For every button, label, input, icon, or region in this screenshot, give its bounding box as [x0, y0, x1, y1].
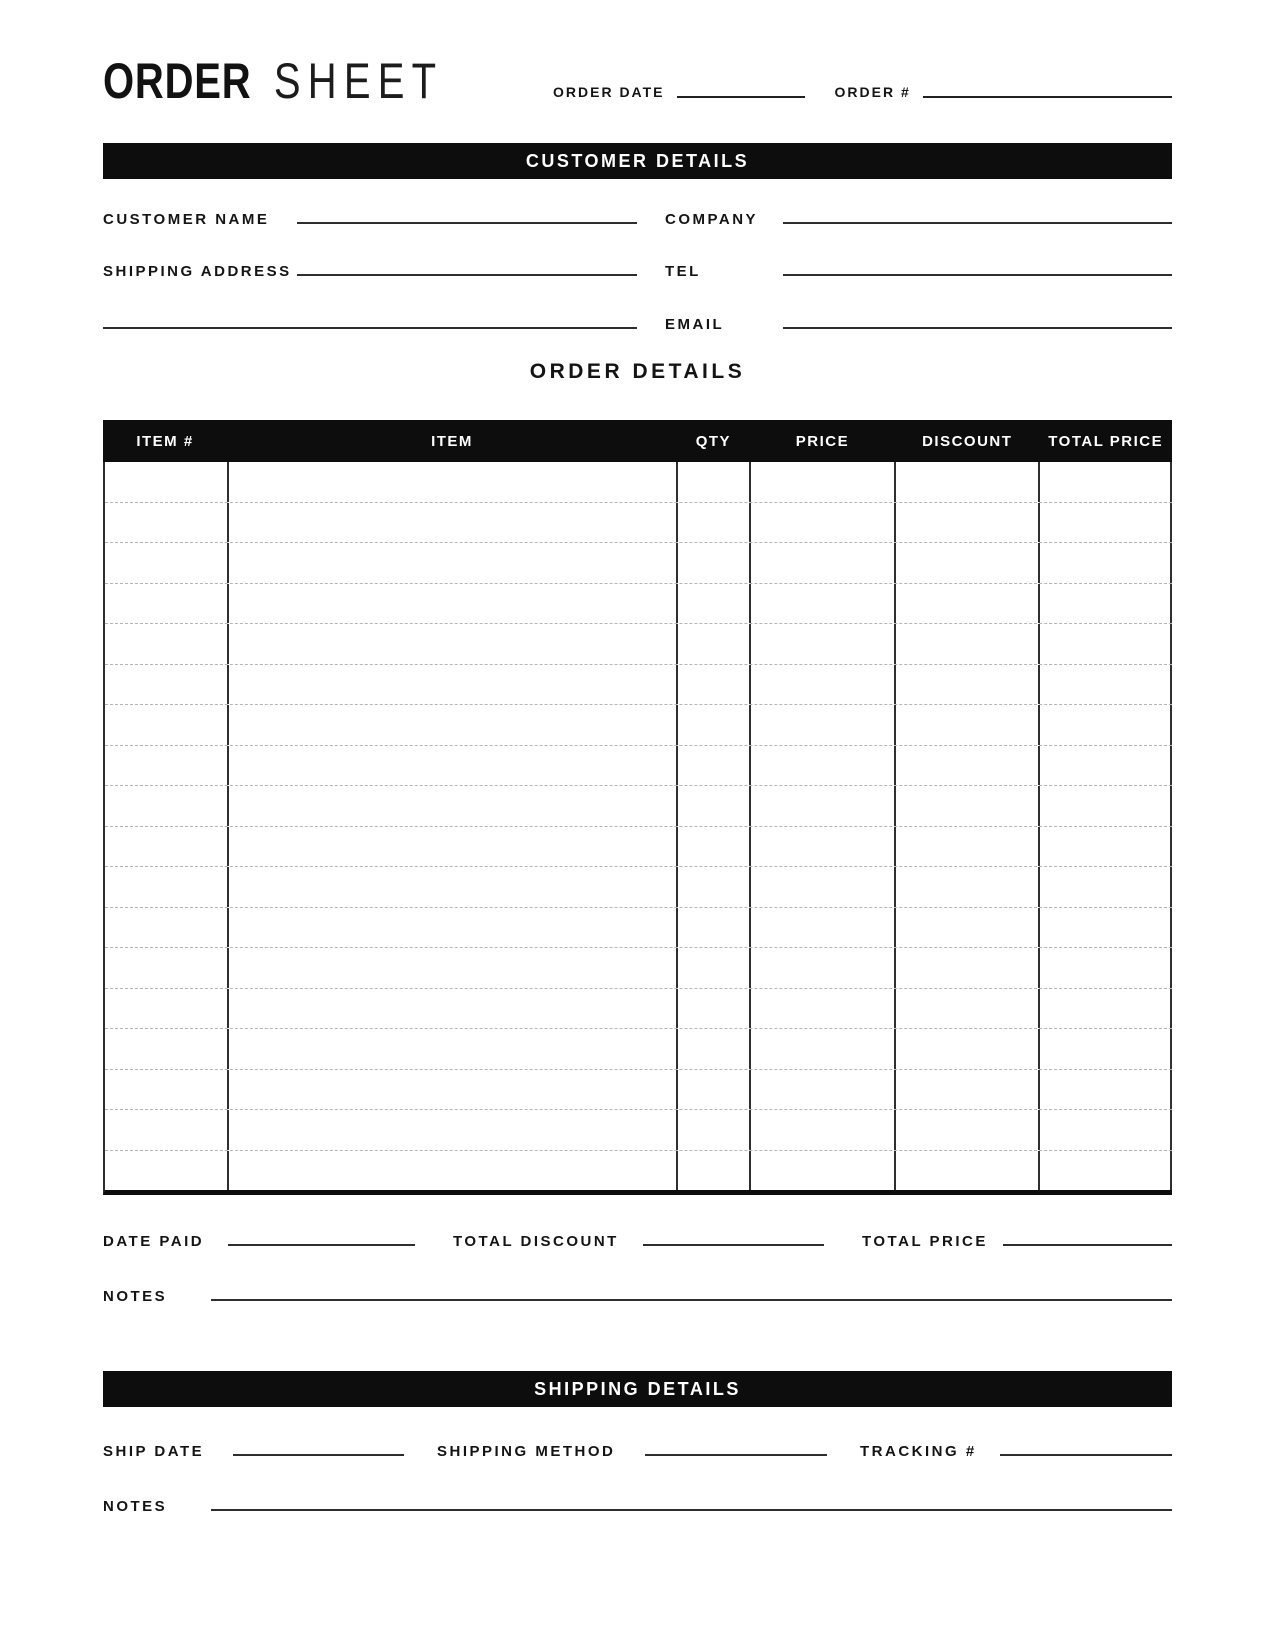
table-cell[interactable]	[105, 503, 229, 543]
table-cell[interactable]	[678, 746, 751, 786]
table-cell[interactable]	[105, 462, 229, 502]
shipping-address-field[interactable]	[297, 274, 637, 276]
table-cell[interactable]	[1040, 786, 1172, 826]
table-cell[interactable]	[229, 827, 678, 867]
total-price-field[interactable]	[1003, 1244, 1172, 1246]
customer-name-group	[103, 212, 637, 227]
table-cell[interactable]	[105, 908, 229, 948]
column-header-item-number: ITEM #	[136, 432, 194, 450]
table-cell[interactable]	[678, 584, 751, 624]
table-cell[interactable]	[896, 746, 1040, 786]
column-header-qty: QTY	[695, 432, 732, 450]
order-notes-field[interactable]	[211, 1299, 1172, 1301]
table-cell[interactable]	[105, 584, 229, 624]
table-cell[interactable]	[896, 1029, 1040, 1069]
table-cell[interactable]	[1040, 665, 1172, 705]
table-cell[interactable]	[1040, 543, 1172, 583]
table-cell[interactable]	[896, 665, 1040, 705]
table-cell[interactable]	[105, 705, 229, 745]
customer-row-2	[103, 252, 1172, 279]
table-cell[interactable]	[896, 1151, 1040, 1191]
column-header-total-price: TOTAL PRICE	[1048, 432, 1164, 450]
order-notes-row	[103, 1277, 1172, 1304]
table-cell[interactable]	[229, 1070, 678, 1110]
table-cell[interactable]	[751, 746, 896, 786]
shipping-method-label: SHIPPING METHOD	[437, 1443, 616, 1460]
table-row	[105, 584, 1172, 625]
tracking-number-group	[860, 1444, 1172, 1459]
table-cell[interactable]	[896, 705, 1040, 745]
table-cell[interactable]	[229, 1151, 678, 1191]
table-cell[interactable]	[105, 543, 229, 583]
table-row	[105, 503, 1172, 544]
shipping-address-field-line2[interactable]	[103, 327, 637, 329]
ship-date-field[interactable]	[233, 1454, 404, 1456]
table-row	[105, 827, 1172, 868]
table-row	[105, 746, 1172, 787]
table-cell[interactable]	[1040, 503, 1172, 543]
table-cell[interactable]	[896, 462, 1040, 502]
order-table-body	[103, 462, 1172, 1195]
ship-date-label: SHIP DATE	[103, 1443, 205, 1460]
table-row	[105, 1110, 1172, 1151]
order-table-header	[103, 420, 1172, 462]
table-cell[interactable]	[678, 908, 751, 948]
table-cell[interactable]	[678, 1110, 751, 1150]
table-cell[interactable]	[751, 462, 896, 502]
table-row	[105, 705, 1172, 746]
order-number-label: ORDER #	[834, 84, 911, 100]
table-cell[interactable]	[896, 543, 1040, 583]
order-table	[103, 420, 1172, 1195]
order-notes-label: NOTES	[103, 1288, 168, 1305]
table-cell[interactable]	[896, 948, 1040, 988]
tel-field[interactable]	[783, 274, 1172, 276]
table-cell[interactable]	[678, 1070, 751, 1110]
table-cell[interactable]	[678, 624, 751, 664]
column-header-price: PRICE	[795, 432, 850, 450]
table-cell[interactable]	[678, 989, 751, 1029]
date-paid-field[interactable]	[228, 1244, 415, 1246]
page-header	[103, 46, 1172, 109]
table-cell[interactable]	[751, 1029, 896, 1069]
table-cell[interactable]	[678, 786, 751, 826]
table-cell[interactable]	[751, 624, 896, 664]
table-cell[interactable]	[678, 462, 751, 502]
table-cell[interactable]	[105, 867, 229, 907]
order-date-group	[553, 85, 805, 99]
shipping-row	[103, 1432, 1172, 1459]
table-cell[interactable]	[678, 705, 751, 745]
page-title-light: SHEET	[273, 53, 444, 109]
tracking-number-label: TRACKING #	[860, 1443, 977, 1460]
table-cell[interactable]	[896, 1070, 1040, 1110]
table-row	[105, 1151, 1172, 1191]
total-discount-label: TOTAL DISCOUNT	[453, 1233, 619, 1250]
order-details-heading: ORDER DETAILS	[529, 360, 746, 383]
table-row	[105, 908, 1172, 949]
table-cell[interactable]	[896, 624, 1040, 664]
table-cell[interactable]	[229, 1029, 678, 1069]
ship-date-group	[103, 1444, 404, 1459]
table-cell[interactable]	[105, 1070, 229, 1110]
shipping-details-section-bar	[103, 1371, 1172, 1407]
table-cell[interactable]	[751, 867, 896, 907]
table-cell[interactable]	[105, 624, 229, 664]
customer-details-section-bar	[103, 143, 1172, 179]
total-discount-field[interactable]	[643, 1244, 824, 1246]
shipping-method-group	[437, 1444, 827, 1459]
table-cell[interactable]	[751, 503, 896, 543]
table-cell[interactable]	[105, 948, 229, 988]
table-cell[interactable]	[229, 867, 678, 907]
table-cell[interactable]	[751, 543, 896, 583]
table-cell[interactable]	[896, 503, 1040, 543]
customer-row-1	[103, 200, 1172, 227]
table-cell[interactable]	[678, 543, 751, 583]
table-cell[interactable]	[751, 584, 896, 624]
table-cell[interactable]	[1040, 624, 1172, 664]
table-cell[interactable]	[229, 624, 678, 664]
date-paid-label: DATE PAID	[103, 1233, 205, 1250]
order-date-label: ORDER DATE	[553, 84, 665, 100]
table-cell[interactable]	[896, 867, 1040, 907]
order-number-group	[835, 85, 1172, 99]
order-summary-row	[103, 1222, 1172, 1249]
table-row	[105, 867, 1172, 908]
table-cell[interactable]	[678, 1151, 751, 1191]
table-cell[interactable]	[1040, 1110, 1172, 1150]
email-label: EMAIL	[665, 316, 725, 333]
table-cell[interactable]	[229, 665, 678, 705]
table-cell[interactable]	[229, 462, 678, 502]
table-cell[interactable]	[1040, 989, 1172, 1029]
table-cell[interactable]	[751, 1070, 896, 1110]
table-cell[interactable]	[896, 786, 1040, 826]
order-date-field[interactable]	[677, 96, 805, 98]
table-cell[interactable]	[751, 989, 896, 1029]
table-row	[105, 665, 1172, 706]
page-title	[103, 53, 463, 109]
date-paid-group	[103, 1234, 415, 1249]
table-row	[105, 1070, 1172, 1111]
table-cell[interactable]	[105, 786, 229, 826]
table-cell[interactable]	[105, 665, 229, 705]
table-cell[interactable]	[229, 786, 678, 826]
table-cell[interactable]	[896, 989, 1040, 1029]
table-cell[interactable]	[896, 1110, 1040, 1150]
table-row	[105, 462, 1172, 503]
table-cell[interactable]	[229, 948, 678, 988]
table-cell[interactable]	[229, 543, 678, 583]
table-cell[interactable]	[105, 989, 229, 1029]
table-cell[interactable]	[1040, 705, 1172, 745]
table-cell[interactable]	[229, 1110, 678, 1150]
shipping-address-group	[103, 264, 637, 279]
table-cell[interactable]	[229, 746, 678, 786]
total-price-label: TOTAL PRICE	[862, 1233, 988, 1250]
shipping-notes-label: NOTES	[103, 1498, 168, 1515]
table-cell[interactable]	[1040, 1151, 1172, 1191]
table-cell[interactable]	[678, 948, 751, 988]
table-row	[105, 543, 1172, 584]
table-cell[interactable]	[1040, 1070, 1172, 1110]
table-cell[interactable]	[1040, 584, 1172, 624]
table-cell[interactable]	[751, 1110, 896, 1150]
table-cell[interactable]	[229, 503, 678, 543]
table-cell[interactable]	[105, 1110, 229, 1150]
table-cell[interactable]	[1040, 827, 1172, 867]
shipping-notes-field[interactable]	[211, 1509, 1172, 1511]
tel-label: TEL	[665, 263, 701, 280]
table-cell[interactable]	[751, 827, 896, 867]
column-header-discount: DISCOUNT	[922, 432, 1013, 450]
shipping-address-overflow-group	[103, 327, 637, 332]
table-cell[interactable]	[105, 1151, 229, 1191]
table-cell[interactable]	[678, 665, 751, 705]
table-cell[interactable]	[229, 908, 678, 948]
tel-group	[665, 264, 1172, 279]
table-cell[interactable]	[105, 746, 229, 786]
customer-row-3	[103, 305, 1172, 332]
table-cell[interactable]	[678, 1029, 751, 1069]
company-group	[665, 212, 1172, 227]
table-cell[interactable]	[1040, 908, 1172, 948]
table-cell[interactable]	[751, 705, 896, 745]
table-cell[interactable]	[751, 786, 896, 826]
table-row	[105, 989, 1172, 1030]
table-cell[interactable]	[1040, 462, 1172, 502]
company-label: COMPANY	[665, 211, 759, 228]
table-row	[105, 786, 1172, 827]
column-header-item: ITEM	[431, 432, 473, 450]
table-cell[interactable]	[678, 867, 751, 907]
table-cell[interactable]	[751, 665, 896, 705]
table-cell[interactable]	[678, 827, 751, 867]
customer-details-section-title: CUSTOMER DETAILS	[525, 151, 750, 171]
tracking-number-field[interactable]	[1000, 1454, 1172, 1456]
table-cell[interactable]	[229, 584, 678, 624]
company-field[interactable]	[783, 222, 1172, 224]
shipping-notes-row	[103, 1487, 1172, 1514]
email-field[interactable]	[783, 327, 1172, 329]
shipping-details-section-title: SHIPPING DETAILS	[534, 1379, 741, 1399]
table-cell[interactable]	[1040, 867, 1172, 907]
table-cell[interactable]	[1040, 1029, 1172, 1069]
table-row	[105, 1029, 1172, 1070]
table-row	[105, 948, 1172, 989]
table-cell[interactable]	[1040, 948, 1172, 988]
customer-name-label: CUSTOMER NAME	[103, 211, 270, 228]
table-cell[interactable]	[751, 1151, 896, 1191]
table-cell[interactable]	[105, 827, 229, 867]
page-title-bold: ORDER	[103, 53, 252, 109]
customer-name-field[interactable]	[297, 222, 637, 224]
table-cell[interactable]	[105, 1029, 229, 1069]
total-price-group	[862, 1234, 1172, 1249]
total-discount-group	[453, 1234, 824, 1249]
table-cell[interactable]	[751, 908, 896, 948]
table-cell[interactable]	[751, 948, 896, 988]
table-row	[105, 624, 1172, 665]
table-cell[interactable]	[678, 503, 751, 543]
table-cell[interactable]	[229, 705, 678, 745]
table-cell[interactable]	[896, 584, 1040, 624]
shipping-address-label: SHIPPING ADDRESS	[103, 263, 292, 280]
order-number-field[interactable]	[923, 96, 1172, 98]
table-cell[interactable]	[896, 908, 1040, 948]
table-cell[interactable]	[229, 989, 678, 1029]
shipping-method-field[interactable]	[645, 1454, 827, 1456]
table-cell[interactable]	[896, 827, 1040, 867]
table-cell[interactable]	[1040, 746, 1172, 786]
email-group	[665, 317, 1172, 332]
